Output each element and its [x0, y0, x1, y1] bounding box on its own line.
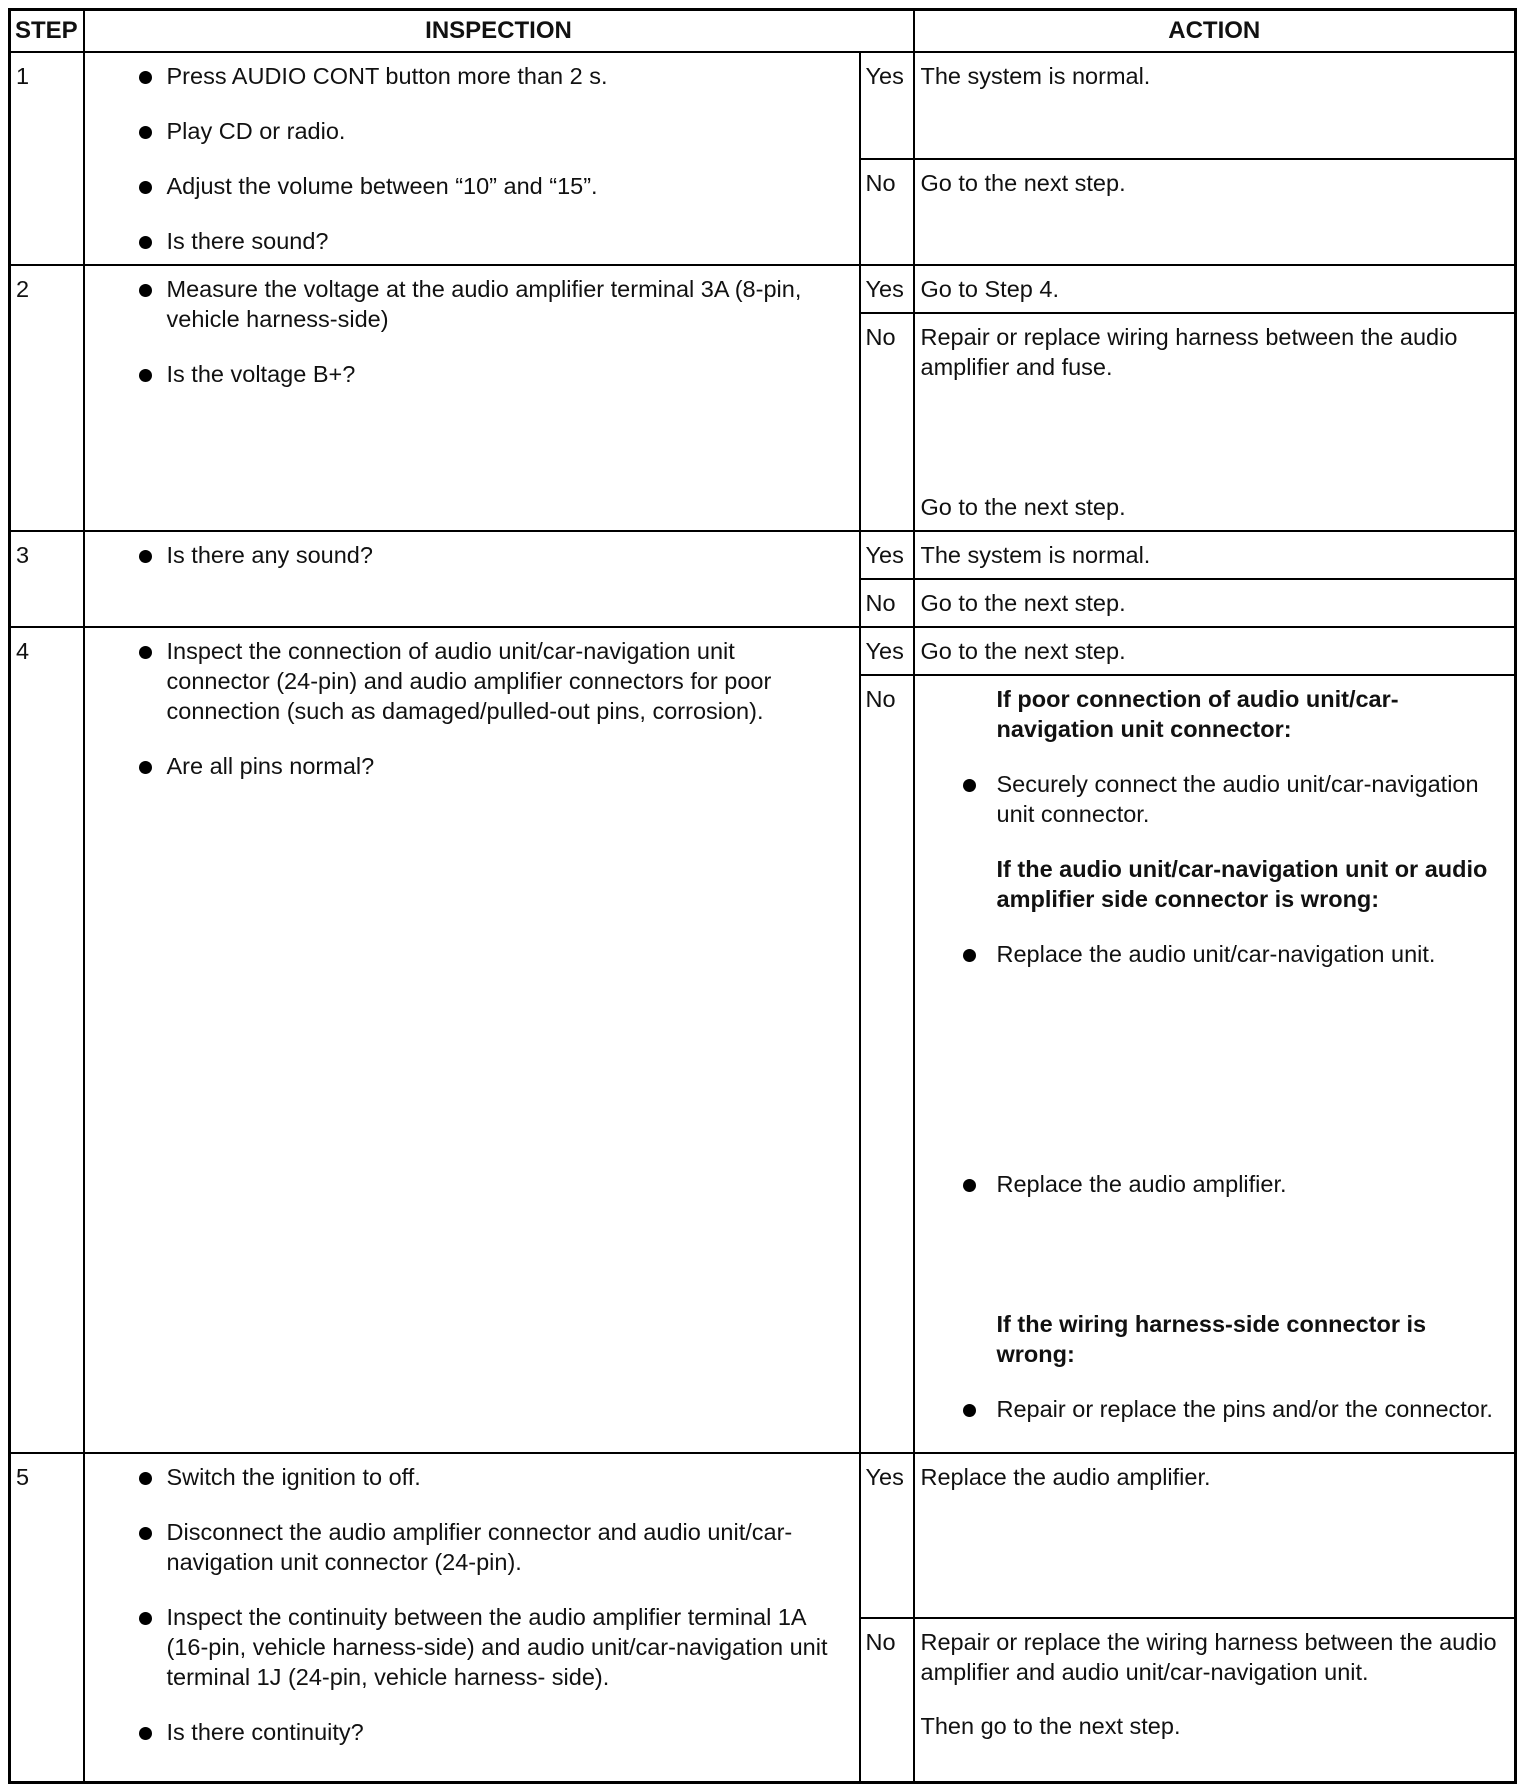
- yes-label: Yes: [860, 1453, 914, 1618]
- no-label: No: [860, 313, 914, 531]
- inspection-item: Inspect the connection of audio unit/car-navigation unit connector (24-pin) and audio amplifier connectors for poor connection (such as damaged/pulled-out pins, corrosion).: [137, 636, 839, 726]
- condition-heading: If the audio unit/car-navigation unit or audio amplifier side connector is wrong:: [996, 856, 1488, 912]
- yes-action: Go to Step 4.: [914, 265, 1516, 313]
- condition-heading: If poor connection of audio unit/car-navigation unit connector:: [996, 686, 1399, 742]
- no-action: Repair or replace the wiring harness between the audio amplifier and audio unit/car-navigation unit.: [920, 1629, 1497, 1685]
- action-item: Securely connect the audio unit/car-navigation unit connector.: [961, 769, 1505, 829]
- no-action: Go to the next step.: [914, 159, 1516, 266]
- step-number: 1: [10, 52, 84, 265]
- step-3-yes-row: [10, 531, 1516, 579]
- yes-label: Yes: [860, 265, 914, 313]
- yes-action: Replace the audio amplifier.: [914, 1453, 1516, 1618]
- no-action: Go to the next step.: [914, 579, 1516, 627]
- inspection-item: Disconnect the audio amplifier connector and audio unit/car-navigation unit connector (24-pin).: [137, 1517, 839, 1577]
- yes-action: Go to the next step.: [914, 627, 1516, 675]
- inspection-item: Play CD or radio.: [137, 116, 839, 146]
- inspection-item: Is there continuity?: [137, 1717, 839, 1747]
- yes-label: Yes: [860, 52, 914, 159]
- action-item: Replace the audio unit/car-navigation unit.: [961, 939, 1505, 969]
- inspection-cell: [84, 531, 860, 627]
- inspection-header: INSPECTION: [84, 10, 914, 53]
- yes-label: Yes: [860, 627, 914, 675]
- inspection-item: Is there any sound?: [137, 540, 839, 570]
- header-row: [10, 10, 1516, 53]
- yes-label: Yes: [860, 531, 914, 579]
- action-item: Repair or replace the pins and/or the connector.: [961, 1394, 1505, 1424]
- no-action-followup: Go to the next step.: [920, 494, 1126, 520]
- step-5-yes-row: [10, 1453, 1516, 1618]
- no-action-followup: Then go to the next step.: [920, 1713, 1181, 1739]
- no-action-cell: [914, 1618, 1516, 1782]
- step-header: STEP: [10, 10, 84, 53]
- no-label: No: [860, 579, 914, 627]
- inspection-item: Is the voltage B+?: [137, 359, 839, 389]
- action-header: ACTION: [914, 10, 1516, 53]
- inspection-cell: [84, 627, 860, 1453]
- yes-action: The system is normal.: [914, 531, 1516, 579]
- no-action: Repair or replace wiring harness between the audio amplifier and fuse.: [920, 324, 1458, 380]
- no-label: No: [860, 1618, 914, 1782]
- step-1-yes-row: [10, 52, 1516, 159]
- step-number: 3: [10, 531, 84, 627]
- inspection-item: Is there sound?: [137, 226, 839, 256]
- no-label: No: [860, 675, 914, 1453]
- no-action-cell: [914, 313, 1516, 531]
- no-label: No: [860, 159, 914, 266]
- no-action-cell: [914, 675, 1516, 1453]
- yes-action: The system is normal.: [914, 52, 1516, 159]
- step-number: 4: [10, 627, 84, 1453]
- inspection-cell: [84, 1453, 860, 1782]
- condition-heading: If the wiring harness-side connector is wrong:: [996, 1311, 1427, 1367]
- step-number: 2: [10, 265, 84, 531]
- inspection-table: [8, 8, 1517, 1784]
- step-2-yes-row: [10, 265, 1516, 313]
- inspection-item: Switch the ignition to off.: [137, 1462, 839, 1492]
- step-number: 5: [10, 1453, 84, 1782]
- action-item: Replace the audio amplifier.: [961, 1169, 1505, 1199]
- inspection-item: Are all pins normal?: [137, 751, 839, 781]
- inspection-item: Measure the voltage at the audio amplifier terminal 3A (8-pin, vehicle harness-side): [137, 274, 839, 334]
- inspection-item: Press AUDIO CONT button more than 2 s.: [137, 61, 839, 91]
- inspection-item: Adjust the volume between “10” and “15”.: [137, 171, 839, 201]
- inspection-cell: [84, 265, 860, 531]
- step-4-yes-row: [10, 627, 1516, 675]
- inspection-item: Inspect the continuity between the audio amplifier terminal 1A (16-pin, vehicle harness-side) and audio unit/car-navigation unit terminal 1J (24-pin, vehicle harness- side).: [137, 1602, 839, 1692]
- inspection-cell: [84, 52, 860, 265]
